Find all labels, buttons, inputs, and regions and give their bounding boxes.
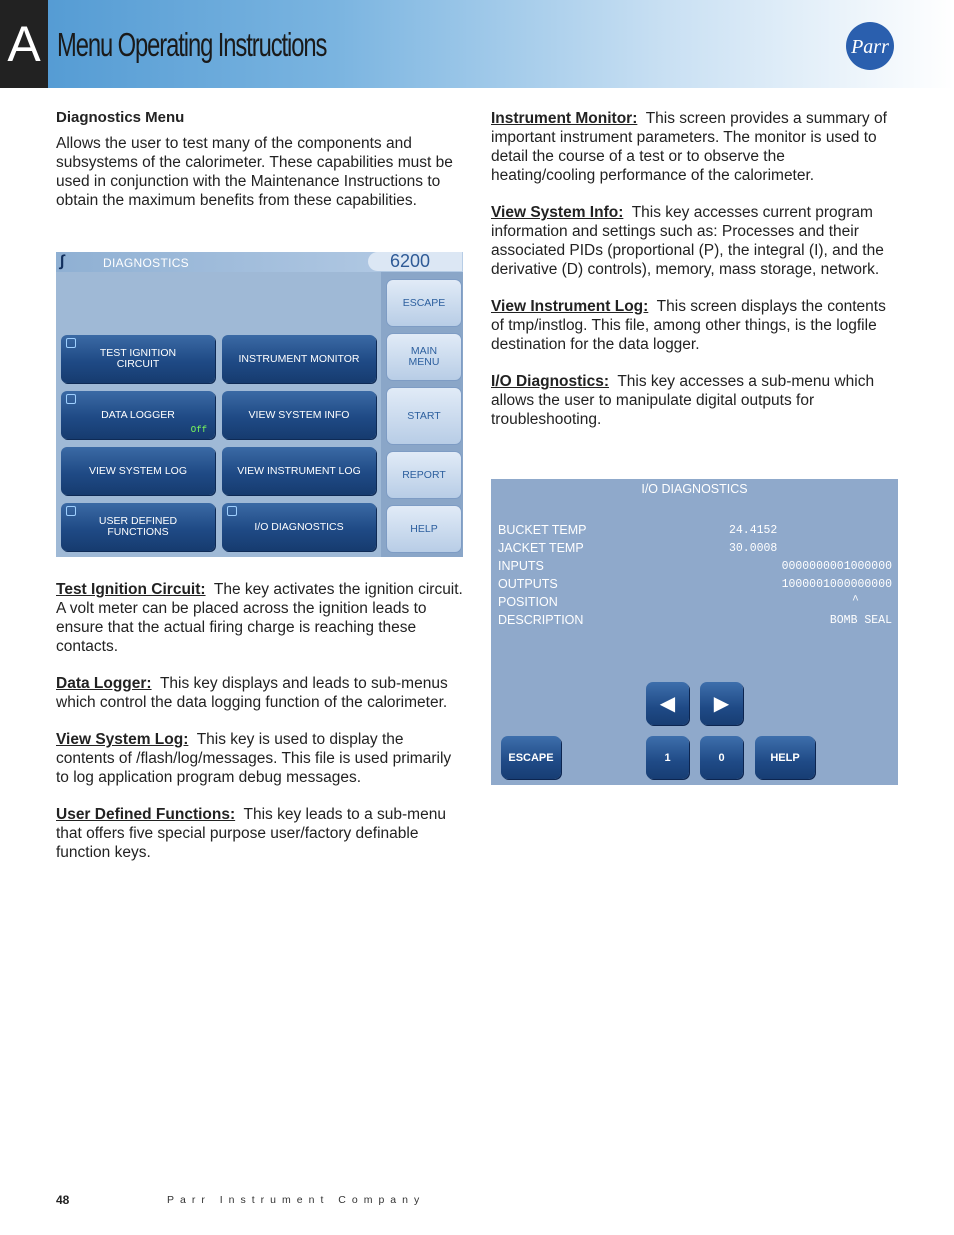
inputs-label: INPUTS xyxy=(498,559,544,573)
left-descriptions xyxy=(56,580,464,880)
io-title: I/O DIAGNOSTICS xyxy=(641,482,748,496)
outputs-label: OUTPUTS xyxy=(498,577,558,591)
term-label: I/O Diagnostics: xyxy=(491,373,609,390)
jacket-temp-value: 30.0008 xyxy=(729,542,778,555)
position-label: POSITION xyxy=(498,595,558,609)
diagnostics-title-bar xyxy=(56,252,463,272)
checkbox-icon xyxy=(66,394,76,404)
term-label: View System Info: xyxy=(491,204,624,221)
section-heading: Diagnostics Menu xyxy=(56,109,185,126)
term-label: Data Logger: xyxy=(56,675,152,692)
term-text: This key leads to a sub-menu that offers five special purpose user/factory definable function keys. xyxy=(56,806,446,861)
term-text: This key displays and leads to sub-menus which control the data logging function of the calorimeter. xyxy=(56,675,448,711)
main-menu-button[interactable]: MAIN MENU xyxy=(386,333,462,381)
escape-button[interactable]: ESCAPE xyxy=(386,279,462,327)
swoosh-icon: ∫ xyxy=(60,253,65,270)
company-name: Parr Instrument Company xyxy=(167,1194,426,1206)
help-button[interactable]: HELP xyxy=(755,736,815,779)
report-button[interactable]: REPORT xyxy=(386,451,462,499)
digit-0-button[interactable]: 0 xyxy=(700,736,743,779)
inputs-value: 0000000001000000 xyxy=(781,560,892,573)
svg-text:Parr: Parr xyxy=(851,36,889,58)
checkbox-icon xyxy=(66,338,76,348)
page-number: 48 xyxy=(56,1193,70,1207)
help-button[interactable]: HELP xyxy=(386,505,462,553)
checkbox-icon xyxy=(66,506,76,516)
right-column xyxy=(491,109,891,447)
term-text: This key accesses a sub-menu which allows the user to manipulate digital outputs for troubleshooting. xyxy=(491,373,875,428)
view-system-log-button[interactable]: VIEW SYSTEM LOG xyxy=(61,447,215,495)
position-value: ^ xyxy=(852,594,859,607)
term-text: This screen provides a summary of important instrument parameters. The monitor is used to detail the course of a test or to observe the heating/cooling performance of the calorimeter. xyxy=(491,110,887,184)
term-label: User Defined Functions: xyxy=(56,806,236,823)
outputs-value: 1000001000000000 xyxy=(781,578,892,591)
term-label: View Instrument Log: xyxy=(491,298,649,315)
term-label: Test Ignition Circuit: xyxy=(56,581,206,598)
checkbox-icon xyxy=(227,506,237,516)
data-logger-button[interactable]: DATA LOGGER Off xyxy=(61,391,215,439)
description-item xyxy=(56,580,464,656)
page-title: Menu Operating Instructions xyxy=(57,26,327,63)
diagnostics-title: DIAGNOSTICS xyxy=(103,256,189,270)
description-item xyxy=(491,203,891,279)
description-item xyxy=(56,805,464,862)
term-text: This key is used to display the contents of /flash/log/messages. This file is used primarily to log application program debug messages. xyxy=(56,731,452,786)
io-diagnostics-button[interactable]: I/O DIAGNOSTICS xyxy=(222,503,376,551)
user-defined-functions-button[interactable]: USER DEFINED FUNCTIONS xyxy=(61,503,215,551)
bucket-temp-value: 24.4152 xyxy=(729,524,778,537)
description-item xyxy=(491,297,891,354)
description-value: BOMB SEAL xyxy=(829,614,892,627)
section-letter: A xyxy=(0,0,48,88)
description-item xyxy=(56,730,464,787)
digit-1-button[interactable]: 1 xyxy=(646,736,689,779)
right-arrow-button[interactable]: ▶ xyxy=(700,682,743,725)
view-system-info-button[interactable]: VIEW SYSTEM INFO xyxy=(222,391,376,439)
model-number: 6200 xyxy=(368,252,462,271)
test-ignition-button[interactable]: TEST IGNITION CIRCUIT xyxy=(61,335,215,383)
intro-paragraph: Allows the user to test many of the components and subsystems of the calorimeter. These capabilities must be used in conjunction with the Maintenance Instructions to obtain the maximum benefits from these capabilities. xyxy=(56,135,453,209)
instrument-monitor-button[interactable]: INSTRUMENT MONITOR xyxy=(222,335,376,383)
left-column xyxy=(56,109,464,210)
description-item xyxy=(491,109,891,185)
diagnostics-screenshot xyxy=(56,252,463,557)
term-text: The key activates the ignition circuit. A volt meter can be placed across the ignition leads to ensure that the actual firing charge is reaching these contacts. xyxy=(56,581,463,655)
bucket-temp-label: BUCKET TEMP xyxy=(498,523,587,537)
left-arrow-button[interactable]: ◀ xyxy=(646,682,689,725)
page-header xyxy=(0,0,954,88)
term-label: View System Log: xyxy=(56,731,189,748)
view-instrument-log-button[interactable]: VIEW INSTRUMENT LOG xyxy=(222,447,376,495)
term-text: This key accesses current program information and settings such as: Processes and their associated PIDs (proportional (P), the integral (I), and the derivative (D) controls), memory, mass storage, network. xyxy=(491,204,884,278)
term-text: This screen displays the contents of tmp/instlog. This file, among other things, is the logfile destination for the data logger. xyxy=(491,298,886,353)
escape-button[interactable]: ESCAPE xyxy=(501,736,561,779)
description-label: DESCRIPTION xyxy=(498,613,584,627)
parr-logo xyxy=(843,21,897,71)
term-label: Instrument Monitor: xyxy=(491,110,638,127)
jacket-temp-label: JACKET TEMP xyxy=(498,541,584,555)
io-diagnostics-screenshot xyxy=(491,479,898,785)
description-item xyxy=(491,372,891,429)
start-button[interactable]: START xyxy=(386,387,462,445)
data-logger-state: Off xyxy=(190,425,207,435)
description-item xyxy=(56,674,464,712)
